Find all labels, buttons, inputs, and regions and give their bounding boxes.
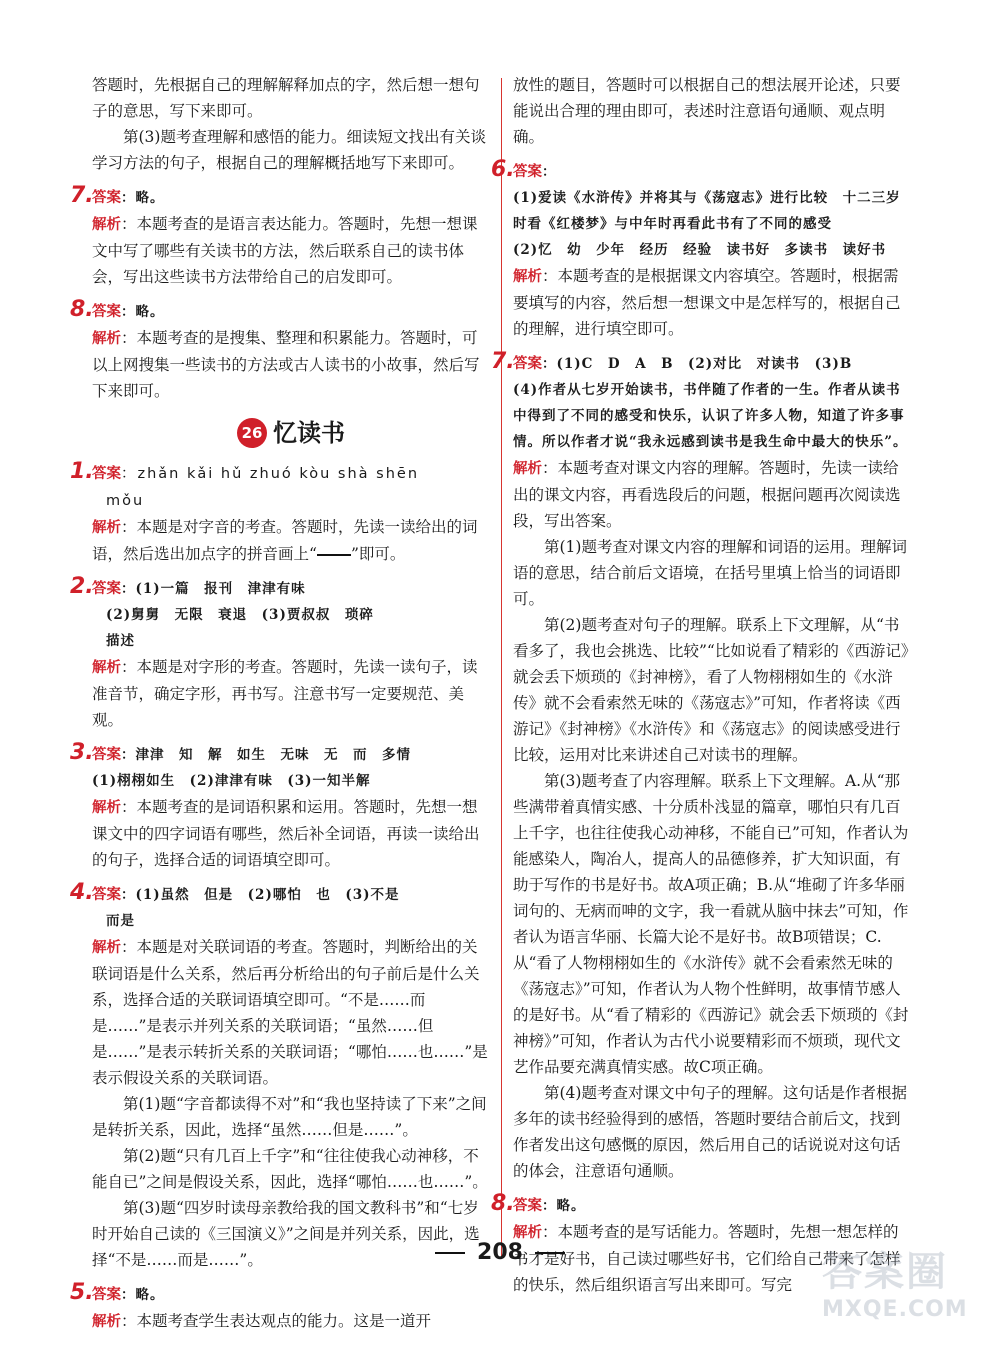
lesson-number-badge: 26 xyxy=(237,418,267,448)
analysis-label: 解析 xyxy=(92,331,121,347)
question-7 xyxy=(70,183,490,290)
answer-line: (2)忆 幼 少年 经历 经验 读书好 多读书 读好书 xyxy=(513,242,887,258)
answer-text: ：zhǎn kǎi hǔ zhuó kòu shà shēn xyxy=(121,466,420,482)
right-intro: 放性的题目，答题时可以根据自己的想法展开论述，只要能说出合理的理由即可，表述时注意语句通顺、观点明确。 xyxy=(513,76,901,146)
answer-label: 答案 xyxy=(92,1287,121,1303)
answer-line: ：(1)虽然 但是 (2)哪怕 也 (3)不是 xyxy=(121,887,400,903)
answer-line: 而是 xyxy=(106,913,135,929)
answer-line: ：(1)一篇 报刊 津津有味 xyxy=(121,581,306,597)
analysis-text: ：本题考查的是写话能力。答题时，先想一想怎样的书才是好书，自己读过哪些好书，它们给自己带来了怎样的快乐，然后组织语言写出来即可。写完 xyxy=(513,1223,901,1294)
answer-text-cont: mǒu xyxy=(106,493,145,509)
analysis-text-end: ”即可。 xyxy=(350,545,406,563)
analysis-text: ：本题是对关联词语的考查。答题时，判断给出的关联词语是什么关系，然后再分析给出的句子前后是什么关系，选择合适的关联词语填空即可。“不是……而是……”是表示并列关系的关联词语；“虽然……但是……”是表示转折关系的关联词语；“哪怕……也……”是表示假设关系的关联词语。 xyxy=(92,938,488,1087)
answer-text: ：略。 xyxy=(121,190,165,206)
left-column xyxy=(70,72,490,1335)
question-4 xyxy=(70,880,490,1273)
question-number: 7. xyxy=(491,349,515,374)
question-number: 8. xyxy=(70,297,94,322)
analysis-text: ：本题是对字音的考查。答题时，先读一读给出的词语，然后选出加点字的拼音画上“ xyxy=(92,518,478,563)
question-1 xyxy=(70,459,490,567)
question-number: 8. xyxy=(491,1191,515,1216)
answer-line: (1)爱读《水浒传》并将其与《荡寇志》进行比较 十二三岁时看《红楼梦》与中年时再看此书有了不同的感受 xyxy=(513,190,901,232)
analysis-text: ：本题考查的是词语积累和运用。答题时，先想一想课文中的四字词语有哪些，然后补全词语，再读一读给出的句子，选择合适的词语填空即可。 xyxy=(92,798,480,869)
answer-label: 答案 xyxy=(92,887,121,903)
underline-blank xyxy=(317,554,351,556)
analysis-text: ：本题是对字形的考查。答题时，先读一读句子，读准音节，确定字形，再书写。注意书写一定要规范、美观。 xyxy=(92,658,478,729)
analysis-paragraph: 第(3)题考查了内容理解。联系上下文理解。A.从“那些满带着真情实感、十分质朴浅显的篇章，哪怕只有几百上千字，也往往使我心动神移，不能自已”可知，作者认为能感染人，陶冶人，提高人的品德修养，扩大知识面，有助于写作的书是好书。故A项正确；B.从“堆砌了许多华丽词句的、无病而呻的文字，我一看就从脑中抹去”可知，作者认为语言华丽、长篇大论不是好书。故B项错误；C.从“看了人物栩栩如生的《水浒传》就不会看索然无味的《荡寇志》”可知，作者认为人物个性鲜明，故事情节感人的是好书。从“看了精彩的《西游记》就会丢下烦琐的《封神榜》”可知，作者认为古代小说要精彩而不烦琐，现代文艺作品要充满真情实感。故C项正确。 xyxy=(513,772,909,1076)
question-3 xyxy=(70,740,490,873)
question-8 xyxy=(70,297,490,404)
answer-line: ：津津 知 解 如生 无味 无 而 多情 xyxy=(121,747,411,763)
analysis-paragraph: 第(4)题考查对课文中句子的理解。这句话是作者根据多年的读书经验得到的感悟，答题时要结合前后文，找到作者发出这句感慨的原因，然后用自己的话说说对这句话的体会，注意语句通顺。 xyxy=(513,1084,907,1180)
analysis-paragraph: 第(1)题考查对课文内容的理解和词语的运用。理解词语的意思，结合前后文语境，在括号里填上恰当的词语即可。 xyxy=(513,538,907,608)
page-number: 208 xyxy=(477,1240,523,1265)
section-title: 忆读书 xyxy=(273,418,345,447)
analysis-paragraph: 第(3)题“四岁时读母亲教给我的国文教科书”和“七岁时开始自己读的《三国演义》”之间是并列关系，因此，选择“不是……而是……”。 xyxy=(92,1199,480,1269)
analysis-label: 解析 xyxy=(92,800,121,816)
analysis-label: 解析 xyxy=(92,1314,121,1330)
analysis-text: ：本题考查学生表达观点的能力。这是一道开 xyxy=(121,1312,432,1330)
left-intro-2: 第(3)题考查理解和感悟的能力。细读短文找出有关谈学习方法的句子，根据自己的理解概括地写下来即可。 xyxy=(92,128,486,172)
answer-text: ：(1)C D A B (2)对比 对读书 (3)B xyxy=(542,356,853,372)
answer-label: 答案 xyxy=(513,1198,542,1214)
question-6 xyxy=(491,157,911,342)
analysis-label: 解析 xyxy=(513,461,542,477)
answer-text: ：略。 xyxy=(121,304,165,320)
watermark-text: 答案圈 xyxy=(822,1249,948,1295)
analysis-text: ：本题考查的是根据课文内容填空。答题时，根据需要填写的内容，然后想一想课文中是怎样写的，根据自己的理解，进行填空即可。 xyxy=(513,267,901,338)
question-number: 4. xyxy=(70,880,94,905)
analysis-label: 解析 xyxy=(92,217,121,233)
answer-line: 描述 xyxy=(106,633,135,649)
footer-dash-right xyxy=(535,1252,565,1254)
question-number: 3. xyxy=(70,740,94,765)
answer-label: 答案 xyxy=(92,747,121,763)
answer-label: 答案 xyxy=(92,190,121,206)
analysis-paragraph: 第(2)题考查对句子的理解。联系上下文理解，从“书看多了，我也会挑选、比较”“比如说看了精彩的《西游记》就会丢下烦琐的《封神榜》，看了人物栩栩如生的《水浒传》就不会看索然无味的《荡寇志》”可知，作者将读《西游记》《封神榜》《水浒传》和《荡寇志》的阅读感受进行比较，运用对比来讲述自己对读书的理解。 xyxy=(513,616,909,764)
answer-label: 答案 xyxy=(92,304,121,320)
footer-dash-left xyxy=(435,1252,465,1254)
column-divider xyxy=(501,78,502,1258)
analysis-paragraph: 第(1)题“字音都读得不对”和“我也坚持读了下来”之间是转折关系，因此，选择“虽然……但是……”。 xyxy=(92,1095,487,1139)
left-intro-1: 答题时，先根据自己的理解解释加点的字，然后想一想句子的意思，写下来即可。 xyxy=(92,76,480,120)
answer-text: ： xyxy=(542,164,557,180)
analysis-label: 解析 xyxy=(92,660,121,676)
question-number: 1. xyxy=(70,459,94,484)
question-5 xyxy=(70,1280,490,1335)
question-number: 2. xyxy=(70,574,94,599)
analysis-text: ：本题考查对课文内容的理解。答题时，先读一读给出的课文内容，再看选段后的问题，根据问题再次阅读选段，写出答案。 xyxy=(513,459,901,530)
analysis-label: 解析 xyxy=(92,520,121,536)
analysis-paragraph: 第(2)题“只有几百上千字”和“往往使我心动神移，不能自已”之间是假设关系，因此，选择“哪怕……也……”。 xyxy=(92,1147,488,1191)
answer-label: 答案 xyxy=(92,466,121,482)
answer-label: 答案 xyxy=(513,164,542,180)
analysis-label: 解析 xyxy=(513,1225,542,1241)
answer-text: ：略。 xyxy=(542,1198,586,1214)
answer-text: ：略。 xyxy=(121,1287,165,1303)
answer-line: (2)舅舅 无限 衰退 (3)贾叔叔 琐碎 xyxy=(106,607,374,623)
section-heading xyxy=(92,414,490,452)
question-7-right xyxy=(491,349,911,1184)
answer-line: (4)作者从七岁开始读书，书伴随了作者的一生。作者从读书中得到了不同的感受和快乐，认识了许多人物，知道了许多事情。所以作者才说“我永远感到读书是我生命中最大的快乐”。 xyxy=(513,382,908,450)
question-number: 5. xyxy=(70,1280,94,1305)
watermark-logo xyxy=(822,1240,972,1330)
answer-line: (1)栩栩如生 (2)津津有味 (3)一知半解 xyxy=(92,773,371,789)
analysis-text: ：本题考查的是语言表达能力。答题时，先想一想课文中写了哪些有关读书的方法，然后联系自己的读书体会，写出这些读书方法带给自己的启发即可。 xyxy=(92,215,478,286)
question-number: 7. xyxy=(70,183,94,208)
watermark-url: MXQE.COM xyxy=(822,1297,968,1322)
analysis-label: 解析 xyxy=(513,269,542,285)
answer-label: 答案 xyxy=(513,356,542,372)
question-2 xyxy=(70,574,490,733)
analysis-text: ：本题考查的是搜集、整理和积累能力。答题时，可以上网搜集一些读书的方法或古人读书的小故事，然后写下来即可。 xyxy=(92,329,480,400)
question-number: 6. xyxy=(491,157,515,182)
analysis-label: 解析 xyxy=(92,940,121,956)
answer-label: 答案 xyxy=(92,581,121,597)
